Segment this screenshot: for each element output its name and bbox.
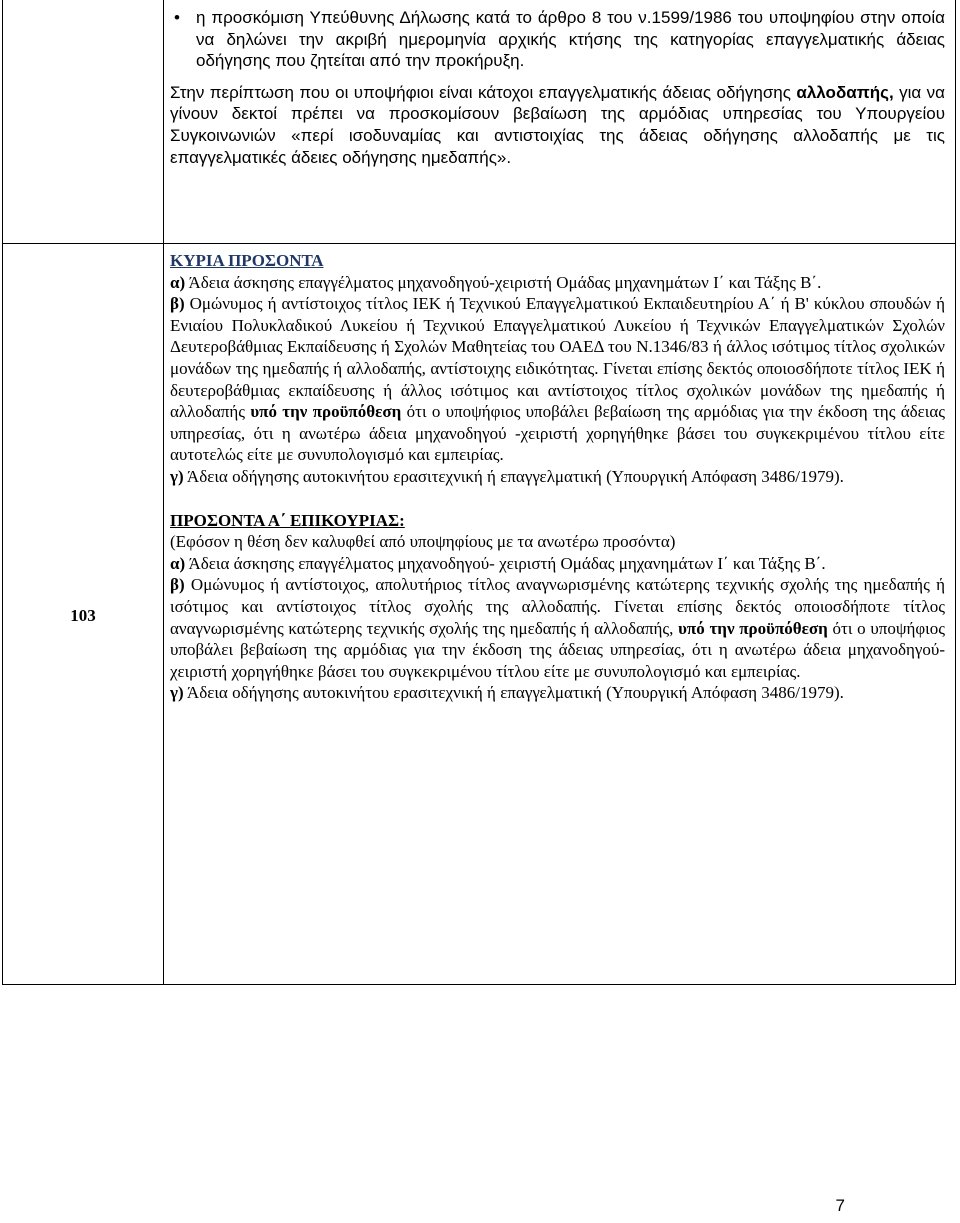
requirements-table xyxy=(2,0,956,985)
item-number: 103 xyxy=(70,606,96,626)
paragraph-text: Στην περίπτωση που οι υποψήφιοι είναι κάτοχοι επαγγελματικής άδειας οδήγησης xyxy=(170,82,797,102)
item-label: α) xyxy=(170,272,186,292)
table-row xyxy=(3,0,956,244)
number-cell xyxy=(3,244,164,985)
aux-qualification-a xyxy=(170,553,945,575)
qualification-c xyxy=(170,466,945,488)
content-cell xyxy=(164,244,956,985)
table-row xyxy=(3,244,956,985)
item-text: ότι ο υποψήφιος υποβάλει βεβαίωση της αρμόδιας για την έκδοση της άδειας υπηρεσίας, ότι η ανωτέρω άδεια μηχανοδηγού -χειριστή χορηγήθηκε βάσει του συγκεκριμένου τίτλου είτε αυτοτελώς είτε με συνυπολογισμό και εμπειρίας. xyxy=(170,402,946,465)
item-label: β) xyxy=(170,294,185,314)
item-text: Ομώνυμος ή αντίστοιχος τίτλος ΙΕΚ ή Τεχνικού Επαγγελματικού Εκπαιδευτηρίου Α΄ ή Β' κύκλου σπουδών ή Ενιαίου Πολυκλαδικού Λυκείου ή Τεχνικού Επαγγελματικού Λυκείου ή Τεχνικών Επαγγελματικών Σχολών Δευτεροβάθμιας Εκπαίδευσης ή Σχολών Μαθητείας του ΟΑΕΔ του Ν.1346/83 ή άλλος ισότιμος τίτλος σχολικών μονάδων της ημεδαπής ή αλλοδαπής, αντίστοιχης ειδικότητας. Γίνεται επίσης δεκτός οποιοσδήποτε τίτλος ΙΕΚ ή δευτεροβάθμιας εκπαίδευσης ή άλλος ισότιμος και αντίστοιχος τίτλος σχολικών μονάδων της ημεδαπής ή αλλοδαπής xyxy=(170,294,945,422)
foreign-license-paragraph xyxy=(170,82,945,168)
page-number: 7 xyxy=(835,1196,845,1216)
item-text: Άδεια άσκησης επαγγέλματος μηχανοδηγού-χειριστή Ομάδας μηχανημάτων Ι΄ και Τάξης Β΄. xyxy=(185,272,822,292)
item-label: β) xyxy=(170,575,185,595)
item-label: γ) xyxy=(170,683,184,703)
bullet-text: η προσκόμιση Υπεύθυνης Δήλωσης κατά το άρθρο 8 του ν.1599/1986 του υποψηφίου στην οποία να δηλώνει την ακριβή ημερομηνία αρχικής κτήσης της κατηγορίας επαγγελματικής άδειας οδήγησης που ζητείται από την προκήρυξη. xyxy=(196,8,945,71)
item-label: α) xyxy=(170,553,186,573)
auxiliary-qualifications-heading: ΠΡΟΣΟΝΤΑ Α΄ ΕΠΙΚΟΥΡΙΑΣ: xyxy=(170,510,405,530)
qualification-a xyxy=(170,272,945,294)
auxiliary-note: (Εφόσον η θέση δεν καλυφθεί από υποψηφίους με τα ανωτέρω προσόντα) xyxy=(170,532,676,552)
item-text: Ομώνυμος ή αντίστοιχος, απολυτήριος τίτλος αναγνωρισμένης κατώτερης τεχνικής σχολής της ημεδαπής ή ισότιμος και αντίστοιχος τίτλος σχολής της αλλοδαπής. Γίνεται επίσης δεκτός οποιοσδήποτε τίτλος αναγνωρισμένης κατώτερης τεχνικής σχολής της ημεδαπής ή αλλοδαπής, xyxy=(170,575,945,638)
item-text: ότι ο υποψήφιος υποβάλει βεβαίωση της αρμόδιας για την έκδοση της άδειας υπηρεσίας, ότι η ανωτέρω άδεια μηχανοδηγού-χειριστή χορηγήθηκε βάσει του συγκεκριμένου τίτλου είτε με συνυπολογισμό και εμπειρίας. xyxy=(170,618,945,681)
aux-qualification-b xyxy=(170,574,945,682)
bullet-item xyxy=(170,7,945,72)
item-label: γ) xyxy=(170,466,184,486)
item-text: Άδεια οδήγησης αυτοκινήτου ερασιτεχνική ή επαγγελματική (Υπουργική Απόφαση 3486/1979). xyxy=(183,466,844,486)
paragraph-text: για να γίνουν δεκτοί πρέπει να προσκομίσουν βεβαίωση της αρμόδιας υπηρεσίας του Υπουργείου Συγκοινωνιών «περί ισοδυναμίας και αντιστοιχίας της άδειας οδήγησης αλλοδαπής με τις επαγγελματικές άδειες οδήγησης ημεδαπής». xyxy=(170,82,945,167)
item-bold-text: υπό την προϋπόθεση xyxy=(678,618,828,638)
qualification-b xyxy=(170,293,945,466)
main-qualifications-heading: ΚΥΡΙΑ ΠΡΟΣΟΝΤΑ xyxy=(170,251,324,270)
content-cell xyxy=(164,0,956,244)
item-text: Άδεια οδήγησης αυτοκινήτου ερασιτεχνική ή επαγγελματική (Υπουργική Απόφαση 3486/1979). xyxy=(183,683,844,703)
paragraph-bold-text: αλλοδαπής, xyxy=(796,82,894,102)
aux-qualification-c xyxy=(170,682,945,704)
item-text: Άδεια άσκησης επαγγέλματος μηχανοδηγού- χειριστή Ομάδας μηχανημάτων Ι΄ και Τάξης Β΄. xyxy=(185,553,826,573)
bullet-icon: • xyxy=(174,8,180,27)
item-bold-text: υπό την προϋπόθεση xyxy=(250,402,402,422)
number-cell-empty xyxy=(3,0,164,244)
